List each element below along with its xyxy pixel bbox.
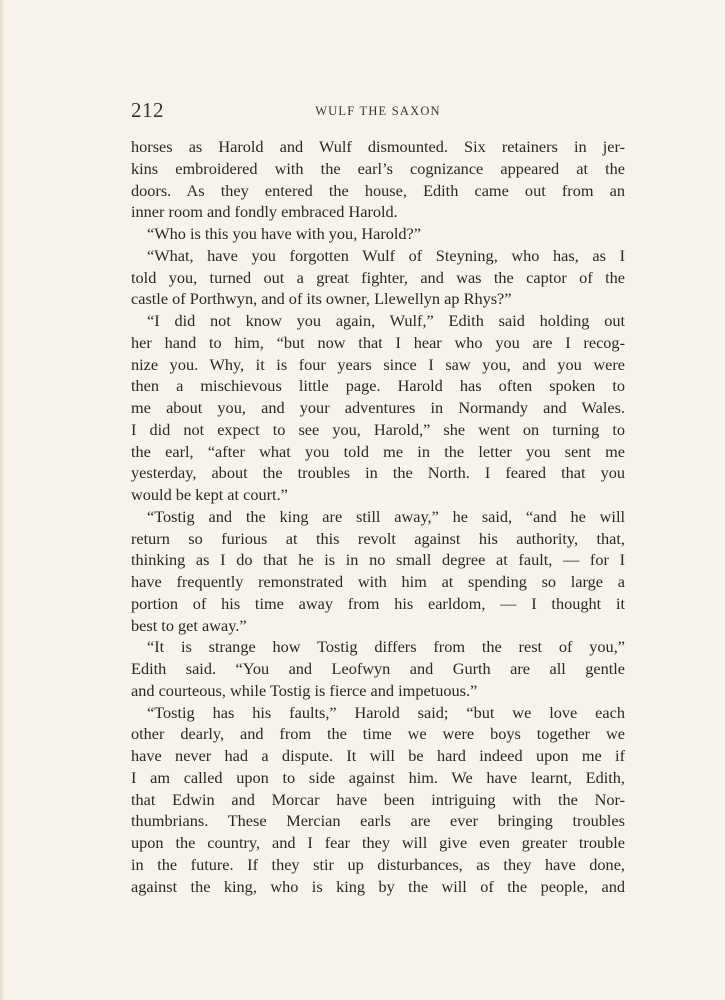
text-line: the earl, “after what you told me in the letter you sent me [131, 441, 625, 461]
text-line: then a mischievous little page. Harold has often spoken to [131, 376, 625, 396]
text-line: kins embroidered with the earl’s cognizance appeared at the [131, 158, 625, 178]
text-line: thumbrians. These Mercian earls are ever bringing troubles [131, 811, 625, 831]
text-line: Edith said. “You and Leofwyn and Gurth are all gentle [131, 659, 625, 678]
text-line: have never had a dispute. It will be hard indeed upon me if [131, 746, 625, 765]
text-line: me about you, and your adventures in Normandy and Wales. [131, 398, 625, 417]
text-line: “It is strange how Tostig differs from the rest of you,” [147, 637, 625, 657]
text-line: horses as Harold and Wulf dismounted. Six retainers in jer- [131, 137, 625, 156]
page-edge-shadow [0, 0, 5, 1000]
text-line: thinking as I do that he is in no small degree at fault, — for I [131, 550, 625, 570]
text-line: told you, turned out a great fighter, and was the captor of the [131, 267, 625, 287]
text-line: castle of Porthwyn, and of its owner, Llewellyn ap Rhys?” [131, 289, 512, 309]
text-line: “Who is this you have with you, Harold?” [147, 224, 422, 243]
text-line: other dearly, and from the time we were boys together we [131, 724, 625, 744]
body-text [131, 136, 625, 897]
text-line: yesterday, about the troubles in the North. I feared that you [131, 463, 625, 483]
text-line: and courteous, while Tostig is fierce and impetuous.” [131, 680, 478, 700]
page-header [131, 98, 625, 124]
text-line: doors. As they entered the house, Edith came out from an [131, 180, 625, 200]
text-line: have frequently remonstrated with him at spending so large a [131, 572, 625, 591]
text-line: in the future. If they stir up disturbances, as they have done, [131, 854, 625, 874]
text-line: I did not expect to see you, Harold,” she went on turning to [131, 419, 625, 439]
text-line: against the king, who is king by the will of the people, and [131, 876, 625, 896]
text-line: nize you. Why, it is four years since I saw you, and you were [131, 354, 625, 374]
text-line: portion of his time away from his earldom, — I thought it [131, 593, 625, 613]
text-line: inner room and fondly embraced Harold. [131, 202, 398, 222]
text-line: return so furious at this revolt against his authority, that, [131, 528, 625, 548]
text-line: would be kept at court.” [131, 485, 288, 504]
text-line: best to get away.” [131, 615, 247, 635]
text-line: I am called upon to side against him. We have learnt, Edith, [131, 767, 625, 787]
text-line: upon the country, and I fear they will give even greater trouble [131, 833, 625, 852]
text-line: “Tostig has his faults,” Harold said; “but we love each [147, 702, 625, 722]
text-line: “I did not know you again, Wulf,” Edith said holding out [147, 311, 625, 330]
page-number: 212 [131, 98, 164, 122]
running-title: WULF THE SAXON [315, 104, 441, 118]
text-line: “Tostig and the king are still away,” he said, “and he will [147, 506, 625, 526]
text-line: her hand to him, “but now that I hear who you are I recog- [131, 332, 625, 352]
text-line: “What, have you forgotten Wulf of Steyning, who has, as I [147, 245, 625, 265]
text-line: that Edwin and Morcar have been intriguing with the Nor- [131, 789, 625, 809]
